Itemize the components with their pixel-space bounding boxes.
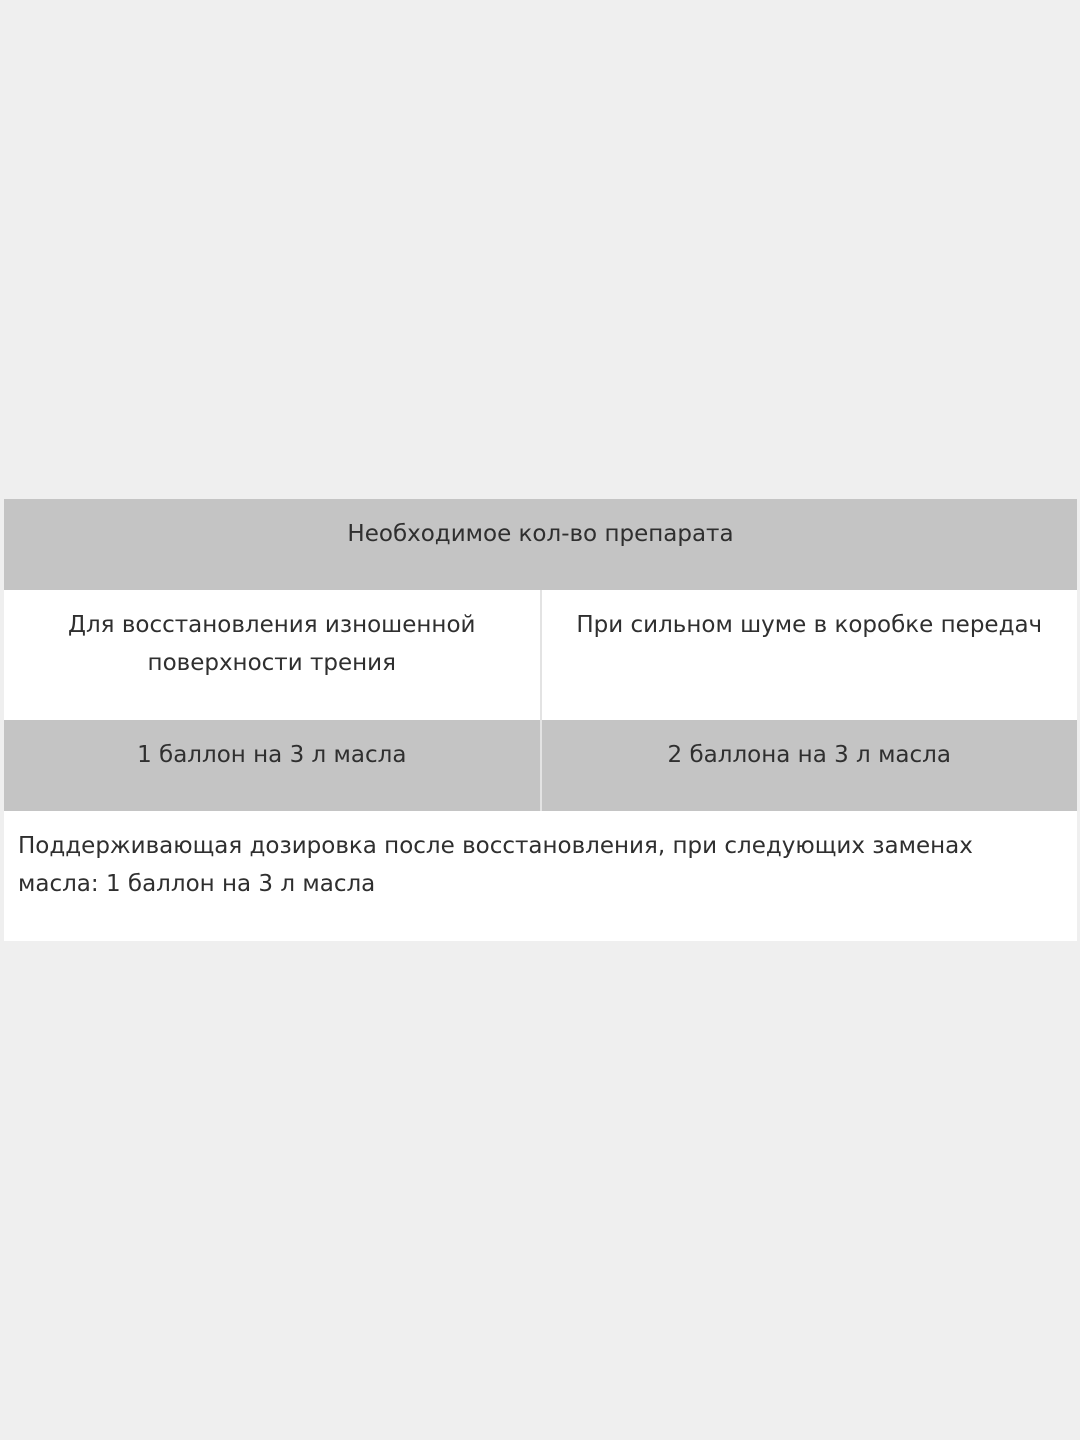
table-row-conditions [4, 590, 1077, 720]
table-header-row [4, 499, 1077, 590]
condition-cell-noise: При сильном шуме в коробке передач [576, 612, 1043, 638]
table-header-cell: Необходимое кол-во препарата [347, 521, 734, 547]
amount-cell-restore: 1 баллон на 3 л масла [4, 720, 541, 811]
table-row-maintenance [4, 811, 1077, 941]
amount-cell-noise: 2 баллона на 3 л масла [667, 742, 951, 768]
maintenance-cell: Поддерживающая дозировка после восстановления, при следующих заменах масла: 1 баллон на 3 л масла [18, 833, 973, 897]
dosage-table [4, 499, 1077, 941]
table-row-amounts [4, 720, 1077, 811]
condition-cell-restore: Для восстановления изношенной поверхности трения [4, 590, 541, 720]
